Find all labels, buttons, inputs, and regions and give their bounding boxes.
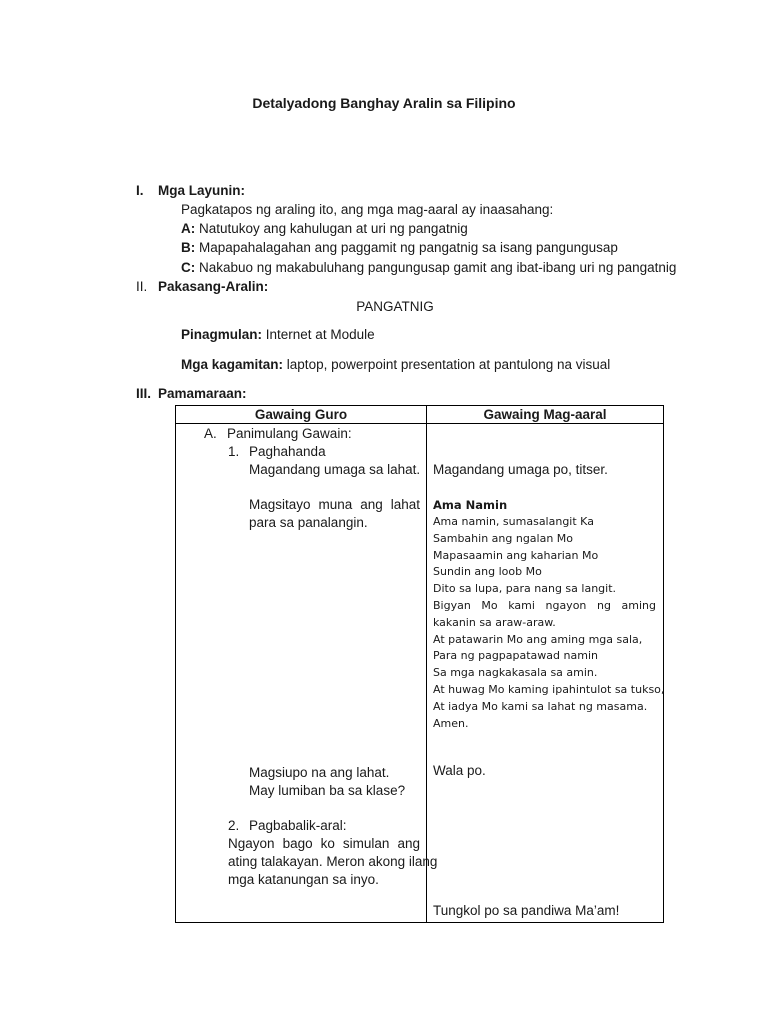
section-2-heading: Pakasang-Aralin: — [158, 279, 269, 294]
item-1-number: 1. — [228, 444, 240, 459]
teacher-greeting: Magandang umaga sa lahat. — [249, 462, 421, 477]
student-review-reply: Tungkol po sa pandiwa Ma’am! — [433, 903, 620, 918]
objective-c-text: Nakabuo ng makabuluhang pangungusap gamit ang ibat-ibang uri ng pangatnig — [199, 260, 677, 275]
teacher-sit: Magsiupo na ang lahat. — [249, 765, 390, 780]
table-header-row — [176, 406, 664, 424]
objectives-intro: Pagkatapos ng araling ito, ang mga mag-aaral ay inaasahang: — [181, 202, 554, 217]
prayer-line: Ama namin, sumasalangit Ka — [433, 515, 594, 528]
prayer-line: Mapasaamin ang kaharian Mo — [433, 548, 599, 562]
prayer-line: Para ng pagpapatawad namin — [433, 649, 598, 663]
prayer-line: Bigyan Mo kami ngayon ng aming — [433, 598, 656, 612]
prayer-line: Sa mga nagkakasala sa amin. — [433, 666, 598, 680]
objective-a-key: A: — [181, 221, 196, 236]
materials-line — [181, 357, 610, 372]
objective-a — [181, 221, 468, 236]
objective-b — [181, 240, 618, 255]
objective-a-text: Natutukoy ang kahulugan at uri ng pangatnig — [199, 221, 468, 236]
student-greeting: Magandang umaga po, titser. — [433, 462, 608, 477]
objective-b-text: Mapapahalagahan ang paggamit ng pangatnig sa isang pangungusap — [199, 240, 618, 255]
prayer-line: Dito sa lupa, para nang sa langit. — [433, 582, 617, 596]
prayer-line: kakanin sa araw-araw. — [433, 615, 556, 629]
review-line3: mga katanungan sa inyo. — [228, 872, 379, 887]
table-body-row — [176, 424, 664, 923]
section-3-heading: Pamamaraan: — [158, 386, 247, 401]
teacher-stand-line1: Magsitayo muna ang lahat — [249, 497, 420, 512]
header-teacher: Gawaing Guro — [176, 406, 427, 424]
part-a-label: A. — [204, 426, 217, 441]
source-label: Pinagmulan: — [181, 327, 263, 342]
section-2-numeral: II. — [136, 279, 148, 294]
section-1-numeral: I. — [136, 183, 144, 198]
source-value: Internet at Module — [265, 327, 375, 342]
teacher-stand-line2: para sa panalangin. — [249, 515, 368, 530]
prayer-line: At iadya Mo kami sa lahat ng masama. — [433, 699, 648, 713]
review-line1: Ngayon bago ko simulan ang — [228, 836, 420, 851]
procedure-table — [175, 405, 664, 923]
teacher-cell — [176, 424, 438, 923]
item-1-text: Paghahanda — [249, 444, 326, 459]
item-2-text: Pagbabalik-aral: — [249, 818, 347, 833]
section-3-numeral: III. — [136, 386, 152, 401]
prayer-title: Ama Namin — [433, 498, 508, 512]
review-line2: ating talakayan. Meron akong ilang — [228, 854, 438, 869]
prayer-line: Sundin ang loob Mo — [433, 565, 542, 579]
objective-c-key: C: — [181, 260, 196, 275]
section-1-heading: Mga Layunin: — [158, 183, 245, 198]
item-2-number: 2. — [228, 818, 240, 833]
source-line — [181, 327, 375, 342]
prayer-line: Amen. — [433, 716, 469, 730]
lesson-topic: PANGATNIG — [356, 299, 434, 314]
teacher-absent: May lumiban ba sa klase? — [249, 783, 406, 798]
objective-c — [181, 260, 676, 275]
materials-label: Mga kagamitan: — [181, 357, 284, 372]
document-title: Detalyadong Banghay Aralin sa Filipino — [252, 95, 516, 111]
prayer-line: Sambahin ang ngalan Mo — [433, 531, 574, 545]
materials-value: laptop, powerpoint presentation at pantulong na visual — [286, 357, 611, 372]
header-student: Gawaing Mag-aaral — [427, 406, 664, 424]
objective-b-key: B: — [181, 240, 196, 255]
prayer-text — [433, 514, 665, 732]
student-absent-reply: Wala po. — [433, 763, 486, 778]
part-a-text: Panimulang Gawain: — [227, 426, 352, 441]
student-cell — [427, 424, 664, 923]
prayer-line: At patawarin Mo ang aming mga sala, — [433, 632, 643, 646]
prayer-line: At huwag Mo kaming ipahintulot sa tukso, — [433, 682, 665, 696]
